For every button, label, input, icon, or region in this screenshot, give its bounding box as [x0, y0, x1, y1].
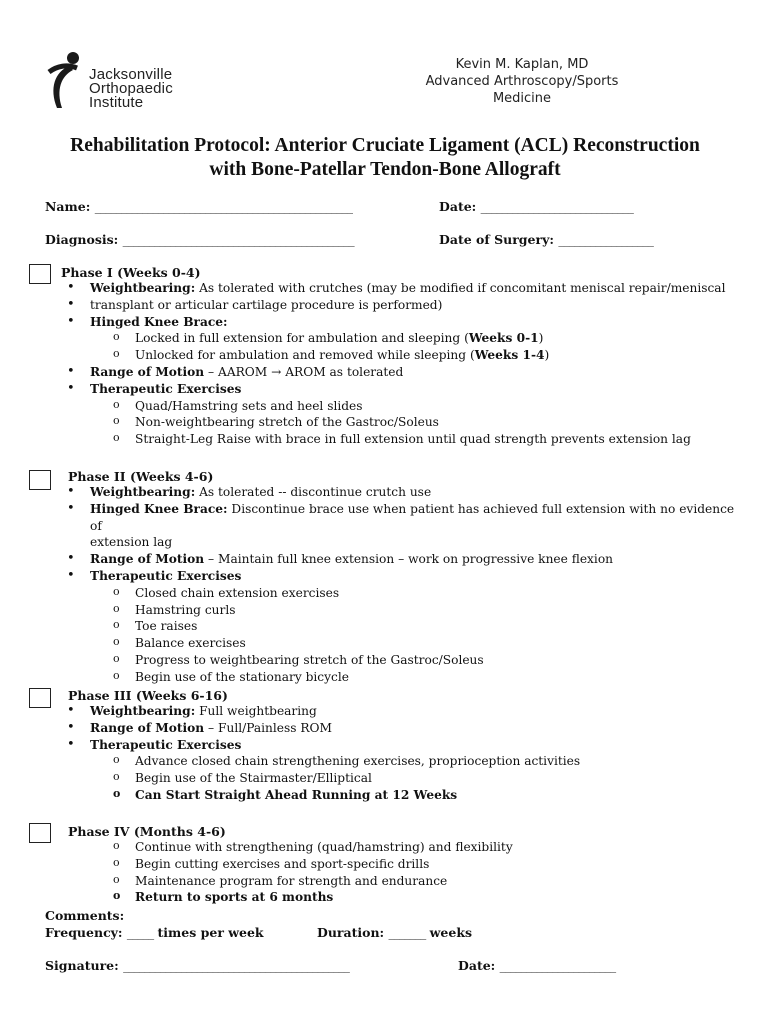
wb-label: Weightbearing: [90, 704, 196, 718]
page-title [40, 134, 730, 182]
duration-field[interactable] [317, 925, 472, 940]
logo-text [89, 68, 173, 110]
duration-unit: weeks [429, 925, 473, 940]
date-blank[interactable]: _____________________________ [480, 199, 633, 214]
phase2-title: Phase II (Weeks 4-6) [68, 469, 214, 484]
frequency-field[interactable] [45, 925, 264, 940]
institute-logo [47, 50, 227, 112]
signature-date-blank[interactable]: ______________________ [499, 958, 616, 973]
exercise-item: o Straight-Leg Raise with brace in full extension until quad strength prevents extension lag [45, 431, 735, 448]
diagnosis-field[interactable] [45, 232, 354, 247]
rom-label: Range of Motion [90, 364, 205, 379]
signature-date-label: Date: [458, 958, 496, 973]
wb-text: As tolerated -- discontinue crutch use [195, 485, 432, 499]
rom-label: Range of Motion [90, 720, 205, 735]
rom-text: – Full/Painless ROM [204, 720, 333, 735]
signature-field[interactable] [45, 958, 349, 973]
brace-text: Discontinue brace use when patient has achieved full extension with no evidence of [90, 501, 735, 533]
date-label: Date: [439, 199, 477, 214]
phase1-title: Phase I (Weeks 0-4) [61, 265, 201, 280]
exercise-item: o Quad/Hamstring sets and heel slides [45, 398, 735, 415]
rom-label: Range of Motion [90, 552, 205, 567]
logo-line: Institute [89, 94, 144, 111]
wb-text: Full weightbearing [195, 704, 317, 718]
phase4-item: o Maintenance program for strength and endurance [45, 873, 735, 890]
doctor-name: Kevin M. Kaplan, MD [455, 57, 589, 72]
exercise-item: o Begin use of the stationary bicycle [45, 669, 735, 686]
surgery-date-blank[interactable]: __________________ [558, 232, 653, 247]
exercise-item: o Toe raises [45, 618, 735, 635]
duration-label: Duration: [317, 925, 385, 940]
exercise-item: o Advance closed chain strengthening exercises, proprioception activities [45, 753, 735, 770]
exercise-item: o Can Start Straight Ahead Running at 12 Weeks [45, 787, 735, 804]
exercises-label: Therapeutic Exercises [90, 381, 242, 396]
brace-label: Hinged Knee Brace: [90, 501, 228, 516]
logo-figure-icon [47, 50, 87, 112]
wb-text-cont: transplant or articular cartilage procedure is performed) [90, 297, 443, 312]
date-field[interactable] [439, 199, 633, 214]
title-line: Rehabilitation Protocol: Anterior Cruciate Ligament (ACL) Reconstruction [70, 135, 700, 156]
signature-label: Signature: [45, 958, 119, 973]
brace-text-cont: extension lag [90, 535, 173, 550]
frequency-label: Frequency: [45, 925, 123, 940]
frequency-unit: times per week [157, 925, 264, 940]
exercise-item: o Closed chain extension exercises [45, 585, 735, 602]
wb-label: Weightbearing: [90, 485, 196, 499]
title-line: with Bone-Patellar Tendon-Bone Allograft [209, 159, 561, 180]
phase4-item: o Continue with strengthening (quad/hamstring) and flexibility [45, 839, 735, 856]
exercise-item: o Non-weightbearing stretch of the Gastroc/Soleus [45, 414, 735, 431]
phase1-section [45, 265, 735, 448]
exercise-item: o Progress to weightbearing stretch of the Gastroc/Soleus [45, 652, 735, 669]
surgery-date-label: Date of Surgery: [439, 232, 554, 247]
wb-label: Weightbearing: [90, 281, 196, 295]
signature-date-field[interactable] [458, 958, 615, 973]
phase2-section [45, 469, 735, 686]
frequency-blank[interactable]: _____ [126, 925, 154, 940]
name-blank[interactable]: _________________________________________________ [94, 199, 352, 214]
phase4-section [45, 824, 735, 906]
brace-label: Hinged Knee Brace: [90, 314, 228, 329]
exercise-item: o Begin use of the Stairmaster/Elliptical [45, 770, 735, 787]
exercises-label: Therapeutic Exercises [90, 568, 242, 583]
name-field[interactable] [45, 199, 352, 214]
surgery-date-field[interactable] [439, 232, 653, 247]
exercises-label: Therapeutic Exercises [90, 737, 242, 752]
exercise-item: o Hamstring curls [45, 602, 735, 619]
wb-text: As tolerated with crutches (may be modified if concomitant meniscal repair/meniscal [195, 281, 726, 295]
doctor-title: Advanced Arthroscopy/Sports [425, 74, 619, 89]
rom-text: – Maintain full knee extension – work on progressive knee flexion [204, 552, 614, 567]
rom-text: – AAROM → AROM as tolerated [204, 364, 404, 379]
duration-blank[interactable]: _______ [388, 925, 426, 940]
logo-line: Orthopaedic [89, 80, 173, 97]
phase4-item: o Return to sports at 6 months [45, 889, 735, 906]
phase3-title: Phase III (Weeks 6-16) [68, 688, 228, 703]
brace-item: o Locked in full extension for ambulation and sleeping (Weeks 0-1) [45, 330, 735, 347]
diagnosis-blank[interactable]: ____________________________________________ [122, 232, 354, 247]
phase4-title: Phase IV (Months 4-6) [68, 824, 226, 839]
logo-line: Jacksonville [89, 66, 173, 83]
diagnosis-label: Diagnosis: [45, 232, 119, 247]
exercise-item: o Balance exercises [45, 635, 735, 652]
doctor-info [392, 56, 652, 107]
name-label: Name: [45, 199, 91, 214]
brace-item: o Unlocked for ambulation and removed while sleeping (Weeks 1-4) [45, 347, 735, 364]
phase3-section [45, 688, 735, 804]
comments-label: Comments: [45, 908, 125, 923]
phase4-item: o Begin cutting exercises and sport-specific drills [45, 856, 735, 873]
signature-blank[interactable]: ___________________________________________ [123, 958, 349, 973]
doctor-title-cont: Medicine [492, 91, 552, 106]
